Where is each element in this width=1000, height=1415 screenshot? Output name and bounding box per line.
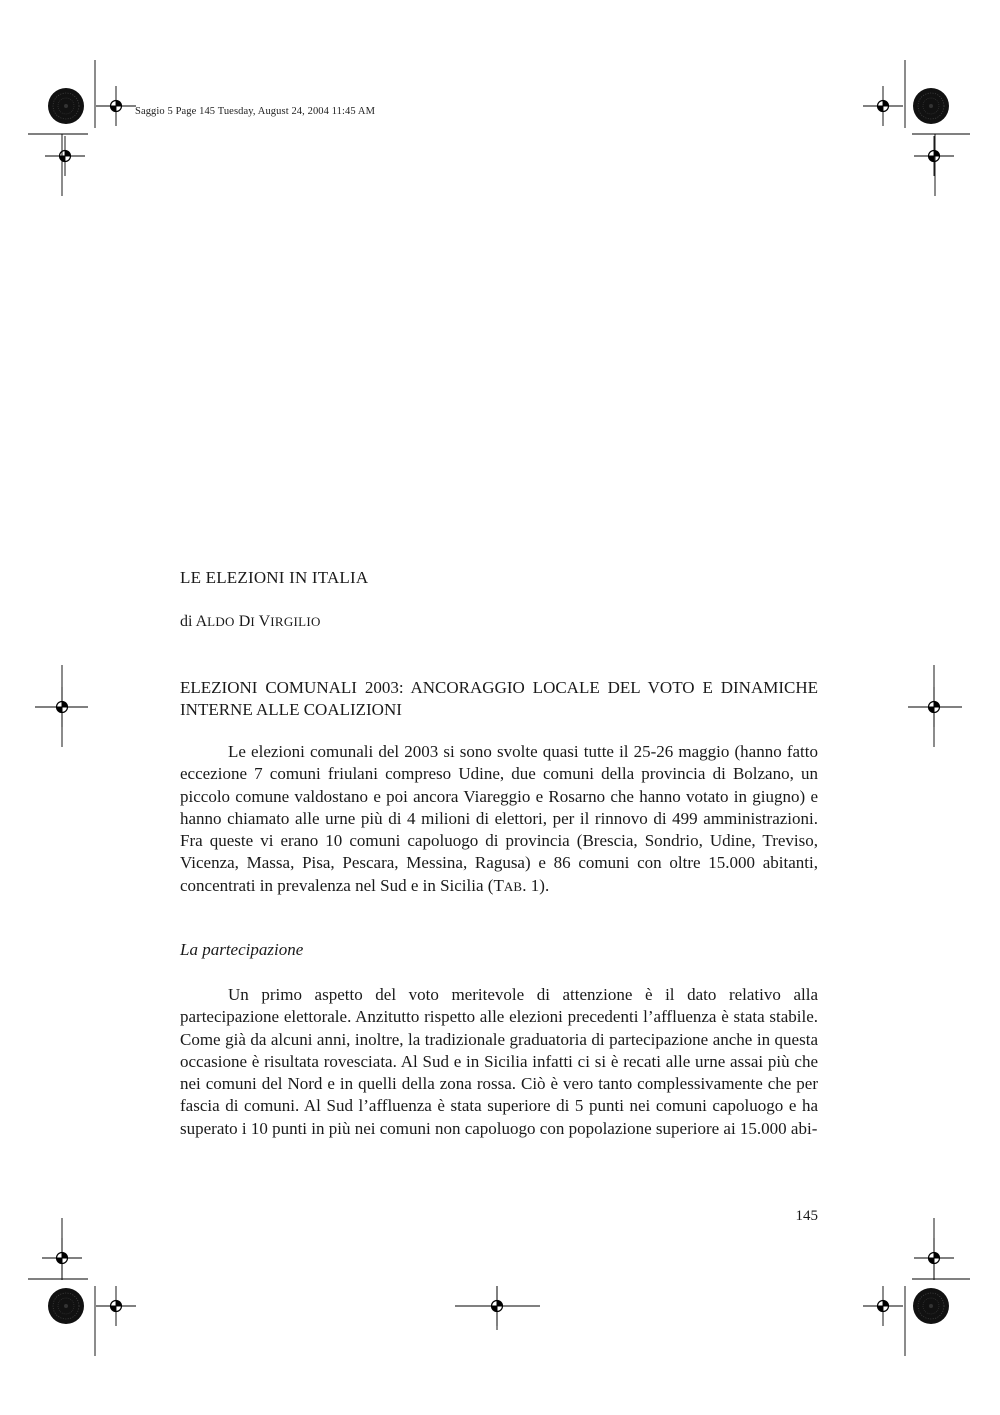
author-last-initial: D: [238, 613, 251, 630]
registration-icon-top-left-lower: [45, 136, 85, 176]
paragraph-2: [180, 984, 818, 1140]
crop-marks-top-left: [28, 60, 95, 196]
star-target-icon-bottom-right: [913, 1288, 949, 1324]
paragraph-1: [180, 741, 818, 898]
author-line: [180, 613, 818, 631]
author-last-initial2: V: [258, 613, 271, 630]
printer-slug: Saggio 5 Page 145 Tuesday, August 24, 2004 11:45 AM: [135, 106, 376, 117]
registration-icon-top-right: [863, 86, 903, 126]
crop-marks-top-right: [905, 60, 970, 196]
section-title: ELEZIONI COMUNALI 2003: ANCORAGGIO LOCALE DEL VOTO E DINAMICHE INTERNE ALLE COALIZIONI: [180, 678, 818, 719]
registration-icon-bottom-left: [96, 1286, 136, 1326]
subheading: La partecipazione: [180, 940, 304, 959]
crop-marks-bottom-left: [28, 1218, 95, 1356]
page-number: 145: [795, 1208, 818, 1224]
author-last-mid: I: [250, 614, 255, 629]
author-prefix: di: [180, 613, 196, 630]
star-target-icon-top-left: [48, 88, 84, 124]
table-ref-rest: AB: [503, 878, 523, 894]
author-first-rest: LDO: [207, 614, 235, 629]
registration-icon-top-left: [96, 86, 136, 126]
star-target-icon-bottom-left: [48, 1288, 84, 1324]
paragraph-2-text: Un primo aspetto del voto meritevole di attenzione è il dato relativo alla partecipazione elettorale. Anzitutto rispetto alle elezioni precedenti l’affluenza è stata stabile. Come già da alcuni anni, inoltre, la tradizionale graduatoria di partecipazione anche in questa occasione è risultata rovesciata. Al Sud e in Sicilia infatti ci si è recati alle urne assai più che nei comuni del Nord e in quelli della zona rossa. Ciò è vero tanto complessivamente che per fascia di comuni. Al Sud l’affluenza è stata superiore di 5 punti nei comuni capoluogo e ha superato i 10 punti in più nei comuni non capoluogo con popolazione superiore ai 15.000 abi-: [180, 985, 818, 1138]
paragraph-1-text: Le elezioni comunali del 2003 si sono svolte quasi tutte il 25-26 maggio (hanno fatto eccezione 7 comuni friulani compreso Udine, due comuni della provincia di Bolzano, un piccolo comune valdostano e poi ancora Viareggio e Rosarno che hanno votato in giugno) e hanno chiamato alle urne più di 4 milioni di elettori, per il rinnovo di 499 amministrazioni. Fra queste vi erano 10 comuni capoluogo di provincia (Brescia, Sondrio, Udine, Treviso, Vicenza, Massa, Pisa, Pescara, Messina, Ragusa) e 86 comuni con oltre 15.000 abitanti, concentrati in prevalenza nel Sud e in Sicilia (: [180, 742, 818, 895]
registration-icon-bottom-left-upper: [42, 1238, 82, 1278]
author-first-initial: A: [195, 613, 208, 630]
table-ref-initial: T: [493, 875, 504, 895]
registration-icon-top-right-lower: [914, 136, 954, 176]
author-last-rest: IRGILIO: [270, 614, 321, 629]
registration-icon-bottom-right: [863, 1286, 903, 1326]
chapter-title: LE ELEZIONI IN ITALIA: [180, 568, 369, 587]
registration-icon-bottom-right-upper: [914, 1238, 954, 1278]
crop-marks-bottom-right: [905, 1218, 970, 1356]
table-ref-number: . 1).: [522, 875, 550, 895]
star-target-icon-top-right: [913, 88, 949, 124]
